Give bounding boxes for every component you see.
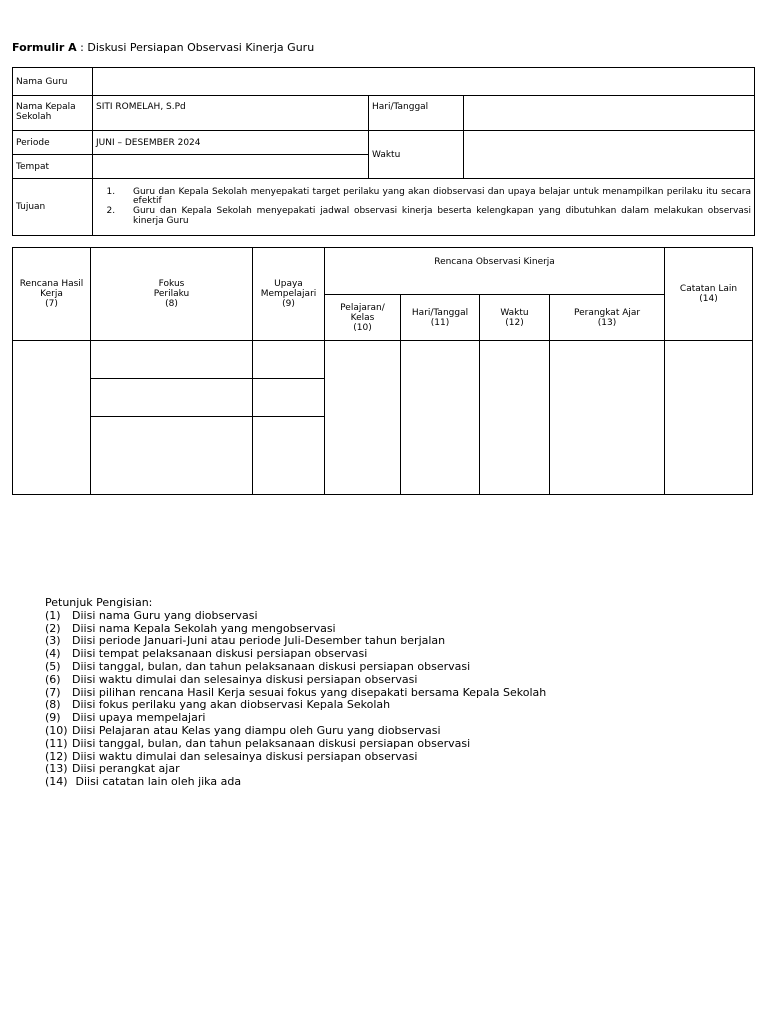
instruction-text: Diisi waktu dimulai dan selesainya diskusi persiapan observasi (72, 672, 418, 686)
instruction-text: Diisi nama Guru yang diobservasi (72, 608, 258, 622)
instruction-item (45, 674, 546, 687)
cell-upaya-mempelajari-3[interactable] (253, 417, 325, 495)
instruction-number: (4) (45, 647, 61, 661)
hari-field[interactable] (464, 96, 755, 131)
col-pelajaran-kelas: Pelajaran/ Kelas (10) (325, 295, 401, 341)
periode-label: Periode (13, 131, 93, 155)
periode-field[interactable]: JUNI – DESEMBER 2024 (93, 131, 369, 155)
cell-fokus-perilaku-1[interactable] (91, 341, 253, 379)
tempat-field[interactable] (93, 155, 369, 179)
instruction-text: Diisi nama Kepala Sekolah yang mengobservasi (72, 621, 336, 635)
waktu-field[interactable] (464, 131, 755, 179)
instruction-text: Diisi catatan lain oleh jika ada (72, 775, 242, 789)
instruction-text: Diisi tanggal, bulan, dan tahun pelaksanaan diskusi persiapan observasi (72, 736, 471, 750)
nama-guru-label: Nama Guru (13, 68, 93, 96)
col-waktu: Waktu (12) (480, 295, 550, 341)
instruction-number: (7) (45, 685, 61, 699)
instruction-number: (5) (45, 659, 61, 673)
instruction-number: (13) (45, 762, 68, 776)
instruction-item (45, 661, 546, 674)
instruction-text: Diisi fokus perilaku yang akan diobservasi Kepala Sekolah (72, 698, 391, 712)
instruction-text: Diisi pilihan rencana Hasil Kerja sesuai fokus yang disepakati bersama Kepala Sekolah (72, 685, 547, 699)
cell-catatan-lain[interactable] (665, 341, 753, 495)
instruction-text: Diisi Pelajaran atau Kelas yang diampu oleh Guru yang diobservasi (72, 723, 441, 737)
tujuan-label: Tujuan (13, 179, 93, 236)
group-rencana-observasi: Rencana Observasi Kinerja (325, 248, 665, 295)
cell-upaya-mempelajari-1[interactable] (253, 341, 325, 379)
cell-pelajaran-kelas[interactable] (325, 341, 401, 495)
instruction-item (45, 738, 546, 751)
tujuan-item: 2. Guru dan Kepala Sekolah menyepakati jadwal observasi kinerja beserta kelengkapan yang dibutuhkan dalam melakukan observasi kinerja Guru (118, 207, 751, 226)
kepala-label: Nama Kepala Sekolah (13, 96, 93, 131)
instruction-number: (6) (45, 672, 61, 686)
instruction-number: (11) (45, 736, 68, 750)
cell-hari-tanggal[interactable] (401, 341, 480, 495)
cell-waktu[interactable] (480, 341, 550, 495)
form-title-rest: : Diskusi Persiapan Observasi Kinerja Guru (76, 41, 315, 54)
waktu-label: Waktu (369, 131, 464, 179)
tujuan-content (93, 179, 755, 236)
instruction-text: Diisi upaya mempelajari (72, 711, 206, 725)
instruction-text: Diisi tanggal, bulan, dan tahun pelaksanaan diskusi persiapan observasi (72, 659, 471, 673)
col-upaya-mempelajari: Upaya Mempelajari (9) (253, 248, 325, 341)
form-title-bold: Formulir A (12, 41, 77, 54)
instruction-number: (3) (45, 634, 61, 648)
col-catatan-lain: Catatan Lain (14) (665, 248, 753, 341)
instruction-number: (2) (45, 621, 61, 635)
tujuan-item: 1. Guru dan Kepala Sekolah menyepakati target perilaku yang akan diobservasi dan upaya belajar untuk menampilkan perilaku itu secara efektif (118, 188, 751, 207)
hari-label: Hari/Tanggal (369, 96, 464, 131)
instruction-text: Diisi periode Januari-Juni atau periode Juli-Desember tahun berjalan (72, 634, 446, 648)
instruction-text: Diisi tempat pelaksanaan diskusi persiapan observasi (72, 647, 368, 661)
instruction-number: (9) (45, 711, 61, 725)
observation-plan-table (12, 247, 753, 495)
instruction-number: (8) (45, 698, 61, 712)
col-hari-tanggal: Hari/Tanggal (11) (401, 295, 480, 341)
instruction-number: (1) (45, 608, 61, 622)
cell-perangkat-ajar[interactable] (550, 341, 665, 495)
cell-fokus-perilaku-3[interactable] (91, 417, 253, 495)
col-perangkat-ajar: Perangkat Ajar (13) (550, 295, 665, 341)
identity-table (12, 67, 755, 236)
instruction-item (45, 725, 546, 738)
instruction-item (45, 610, 546, 623)
col-rencana-hasil-kerja: Rencana Hasil Kerja (7) (13, 248, 91, 341)
instructions-heading: Petunjuk Pengisian: (45, 596, 153, 609)
kepala-field[interactable]: SITI ROMELAH, S.Pd (93, 96, 369, 131)
form-title (12, 41, 314, 54)
cell-rencana-hasil-kerja[interactable] (13, 341, 91, 495)
nama-guru-field[interactable] (93, 68, 755, 96)
cell-fokus-perilaku-2[interactable] (91, 379, 253, 417)
col-fokus-perilaku: Fokus Perilaku (8) (91, 248, 253, 341)
tempat-label: Tempat (13, 155, 93, 179)
cell-upaya-mempelajari-2[interactable] (253, 379, 325, 417)
instruction-text: Diisi perangkat ajar (72, 762, 180, 776)
instruction-number: (12) (45, 749, 68, 763)
instruction-item (45, 776, 546, 789)
instruction-text: Diisi waktu dimulai dan selesainya diskusi persiapan observasi (72, 749, 418, 763)
instruction-number: (10) (45, 723, 68, 737)
instructions (45, 597, 546, 789)
instruction-number: (14) (45, 775, 68, 789)
